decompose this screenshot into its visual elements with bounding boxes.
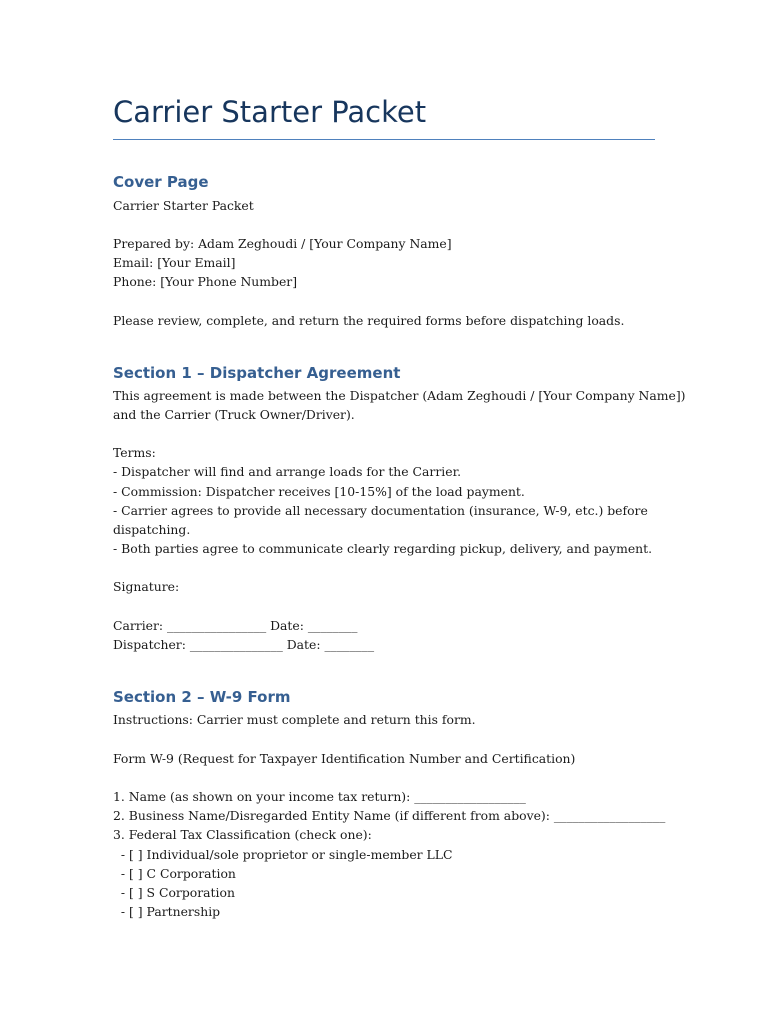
term-documentation-cont: dispatching. [113, 522, 191, 537]
w9-field-tax-classification: 3. Federal Tax Classification (check one): [113, 827, 372, 842]
phone-line: Phone: [Your Phone Number] [113, 274, 298, 289]
dispatcher-signature-line: Dispatcher: _______________ Date: ________ [113, 637, 375, 652]
cover-subtitle: Carrier Starter Packet [113, 198, 254, 213]
section-1-heading: Section 1 – Dispatcher Agreement [113, 364, 401, 382]
email-line: Email: [Your Email] [113, 255, 236, 270]
term-communication: - Both parties agree to communicate clearly regarding pickup, delivery, and payment. [113, 541, 653, 556]
review-instruction: Please review, complete, and return the required forms before dispatching loads. [113, 313, 625, 328]
carrier-signature-line: Carrier: ________________ Date: ________ [113, 618, 358, 633]
prepared-by-line: Prepared by: Adam Zeghoudi / [Your Company Name] [113, 236, 452, 251]
w9-option-partnership: - [ ] Partnership [113, 904, 221, 919]
cover-page-heading: Cover Page [113, 173, 209, 191]
w9-option-s-corp: - [ ] S Corporation [113, 885, 235, 900]
w9-option-individual: - [ ] Individual/sole proprietor or single-member LLC [113, 847, 453, 862]
term-find-loads: - Dispatcher will find and arrange loads for the Carrier. [113, 464, 462, 479]
w9-option-c-corp: - [ ] C Corporation [113, 866, 236, 881]
title-divider [113, 139, 655, 140]
signature-label: Signature: [113, 579, 180, 594]
terms-label: Terms: [113, 445, 156, 460]
document-title: Carrier Starter Packet [113, 95, 427, 129]
w9-form-title: Form W-9 (Request for Taxpayer Identification Number and Certification) [113, 751, 576, 766]
w9-field-name: 1. Name (as shown on your income tax return): __________________ [113, 789, 526, 804]
agreement-intro-line-2: and the Carrier (Truck Owner/Driver). [113, 407, 355, 422]
w9-field-business-name: 2. Business Name/Disregarded Entity Name (if different from above): __________________ [113, 808, 666, 823]
w9-instructions: Instructions: Carrier must complete and return this form. [113, 712, 476, 727]
agreement-intro-line-1: This agreement is made between the Dispatcher (Adam Zeghoudi / [Your Company Name]) [113, 388, 686, 403]
section-2-heading: Section 2 – W-9 Form [113, 688, 291, 706]
term-documentation: - Carrier agrees to provide all necessary documentation (insurance, W-9, etc.) before [113, 503, 648, 518]
term-commission: - Commission: Dispatcher receives [10-15%] of the load payment. [113, 484, 525, 499]
